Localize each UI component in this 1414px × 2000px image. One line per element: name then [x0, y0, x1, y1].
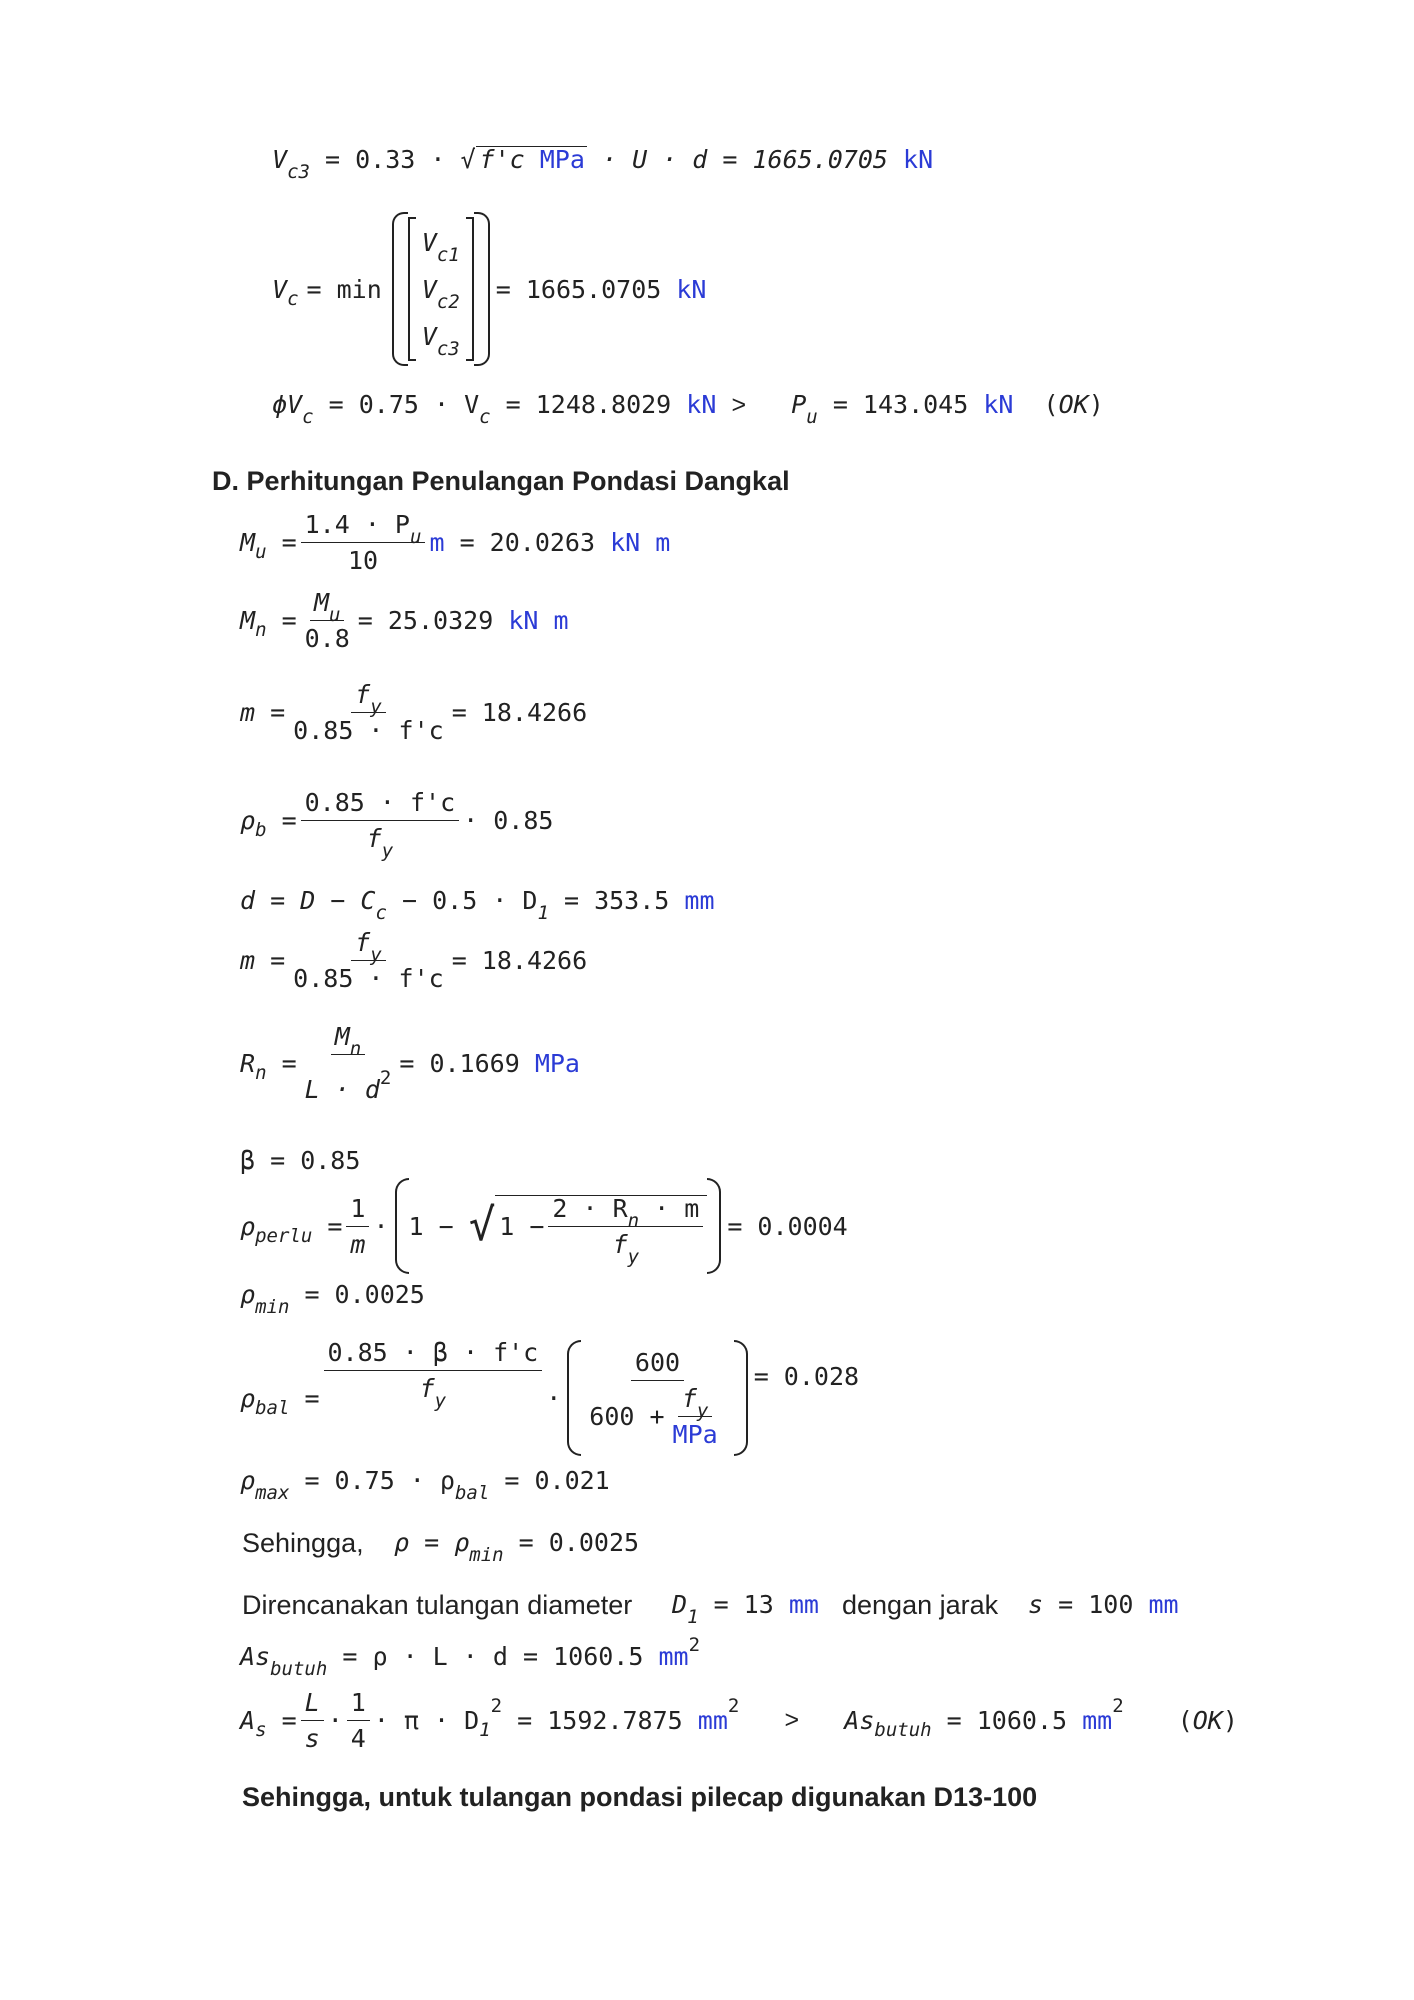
eq-rn: R n = $\frac{M_n}{L \cdot d^2}$ = 0.1669 MPa	[240, 1022, 580, 1104]
as-result: = 1592.7875	[517, 1706, 683, 1735]
phivc-ok: OK	[1058, 390, 1089, 419]
asbutuh-result: = ρ · L · d = 1060.5	[342, 1642, 644, 1671]
phivc-unit: kN	[686, 390, 717, 419]
eq-rhomax: $\rho_{max} = 0.75 \cdot \rho_{bal} = 0.021$	[240, 1466, 610, 1504]
eq-beta: β = 0.85	[240, 1146, 361, 1175]
phivc-result: = 1248.8029	[505, 390, 672, 419]
eq-phivc: $\phi V_c = 0.75 \cdot V_c = 1248.8029$ kN > $P_u = 143.045$ kN (OK)	[272, 390, 1104, 428]
mn-unit: kN m	[508, 606, 569, 635]
d-unit: mm	[684, 886, 715, 915]
rn-unit: MPa	[534, 1048, 580, 1078]
eq-m2: m = $\frac{f_y}{0.85 \cdot f'c}$ = 18.4266	[240, 928, 588, 993]
conclusion: Sehingga, untuk tulangan pondasi pilecap digunakan D13-100	[242, 1782, 1038, 1812]
eq-asbutuh: $As_{butuh} = \rho \cdot L \cdot d = 1060.5$ $mm^2$	[240, 1634, 701, 1680]
vc-unit: kN	[676, 274, 707, 304]
mu-result: = 20.0263	[459, 528, 596, 557]
eq-d1: $D_1 = 13$ mm	[672, 1590, 819, 1628]
phivc-cmp: >	[731, 391, 747, 419]
mu-unit: kN m	[610, 528, 671, 557]
vc-item-1: $V_{c1}$	[421, 227, 460, 266]
rhoperlu-result: = 0.0004	[727, 1211, 848, 1241]
sehingga-label: Sehingga,	[242, 1528, 364, 1558]
vc-result: = 1665.0705	[495, 274, 662, 304]
phivc-lhs: ϕV	[272, 390, 303, 419]
vc-lhs: V	[272, 274, 288, 304]
vc3-unit: kN	[903, 145, 934, 174]
eq-m1: m = $\frac{f_y}{0.85 \cdot f'c}$ = 18.4266	[240, 680, 588, 745]
vc3-unit-mpa: MPa	[539, 145, 585, 174]
eq-mu: M u = $\frac{1.4 \cdot P_u}{10}$ m = 20.0263 kN m	[240, 510, 671, 575]
phivc-rhs: P	[791, 390, 807, 419]
vc3-fc: f'c	[479, 145, 525, 174]
vc3-sub: c3	[287, 161, 310, 183]
rhobal-result: = 0.028	[753, 1362, 860, 1391]
eq-d: $d = D - C_c - 0.5 \cdot D_1 = 353.5$ mm	[240, 886, 715, 924]
rhomax-result: = 0.021	[504, 1466, 610, 1495]
rho-final-result: = 0.0025	[518, 1528, 640, 1557]
eq-vc	[272, 212, 706, 366]
eq-mn: M n = $\frac{M_u}{0.8}$ = 25.0329 kN m	[240, 588, 569, 653]
jarak-label: dengan jarak	[842, 1590, 999, 1620]
d-result: = 353.5	[563, 886, 670, 915]
section-d-heading: D. Perhitungan Penulangan Pondasi Dangkal	[212, 466, 790, 496]
phivc-rhs-unit: kN	[983, 390, 1014, 419]
eq-as: A s = $\frac{L}{s}$ · $\frac{1}{4}$ · π · D 1 2 = 1592.7875 mm 2 > As butuh = 1060.5 mm 2 (OK)	[240, 1688, 1238, 1753]
mu-unit-m: m	[429, 528, 445, 557]
eq-rho-final: $\rho = \rho_{min} = 0.0025$	[394, 1528, 640, 1566]
rhob-tail: · 0.85	[463, 806, 554, 835]
phivc-rhs-val: = 143.045	[832, 390, 969, 419]
eq-rhoperlu: ρ perlu = $\frac{1}{m}$ · 1 − √ 1 − $\frac{2 \cdot R_n \cdot m}{f_y}$ = 0.0004	[240, 1178, 848, 1274]
rhomin-result: = 0.0025	[304, 1280, 425, 1309]
vc-item-2: $V_{c2}$	[421, 274, 460, 313]
m1-result: = 18.4266	[451, 698, 588, 727]
m2-result: = 18.4266	[451, 946, 588, 975]
as-ok: OK	[1192, 1706, 1223, 1735]
eq-rhomin: $\rho_{min} = 0.0025$	[240, 1280, 425, 1318]
direncanakan-label: Direncanakan tulangan diameter	[242, 1590, 633, 1620]
phivc-mid: = 0.75 · V	[328, 390, 480, 419]
vc3-mid2: · U · d = 1665.0705	[601, 145, 888, 174]
vc-item-3: $V_{c3}$	[421, 321, 460, 360]
vc-op: = min	[306, 274, 382, 304]
vc-sub: c	[287, 287, 299, 310]
eq-s: s = 100 mm	[1028, 1590, 1179, 1619]
vc3-lhs: V	[272, 145, 288, 174]
mn-result: = 25.0329	[357, 606, 494, 635]
eq-rhob: ρ b = $\frac{0.85 \cdot f'c}{f_y}$ · 0.85	[240, 788, 554, 862]
eq-vc3	[272, 145, 934, 183]
eq-rhobal: ρ bal = $\frac{0.85 \cdot \beta \cdot f'c}{f_y}$ · 600 600 + $\frac{f_y}{\text{MPa}}$ = 0.028	[240, 1340, 859, 1456]
vc3-mid1: = 0.33 · √	[325, 145, 476, 174]
rn-result: = 0.1669	[399, 1048, 520, 1078]
